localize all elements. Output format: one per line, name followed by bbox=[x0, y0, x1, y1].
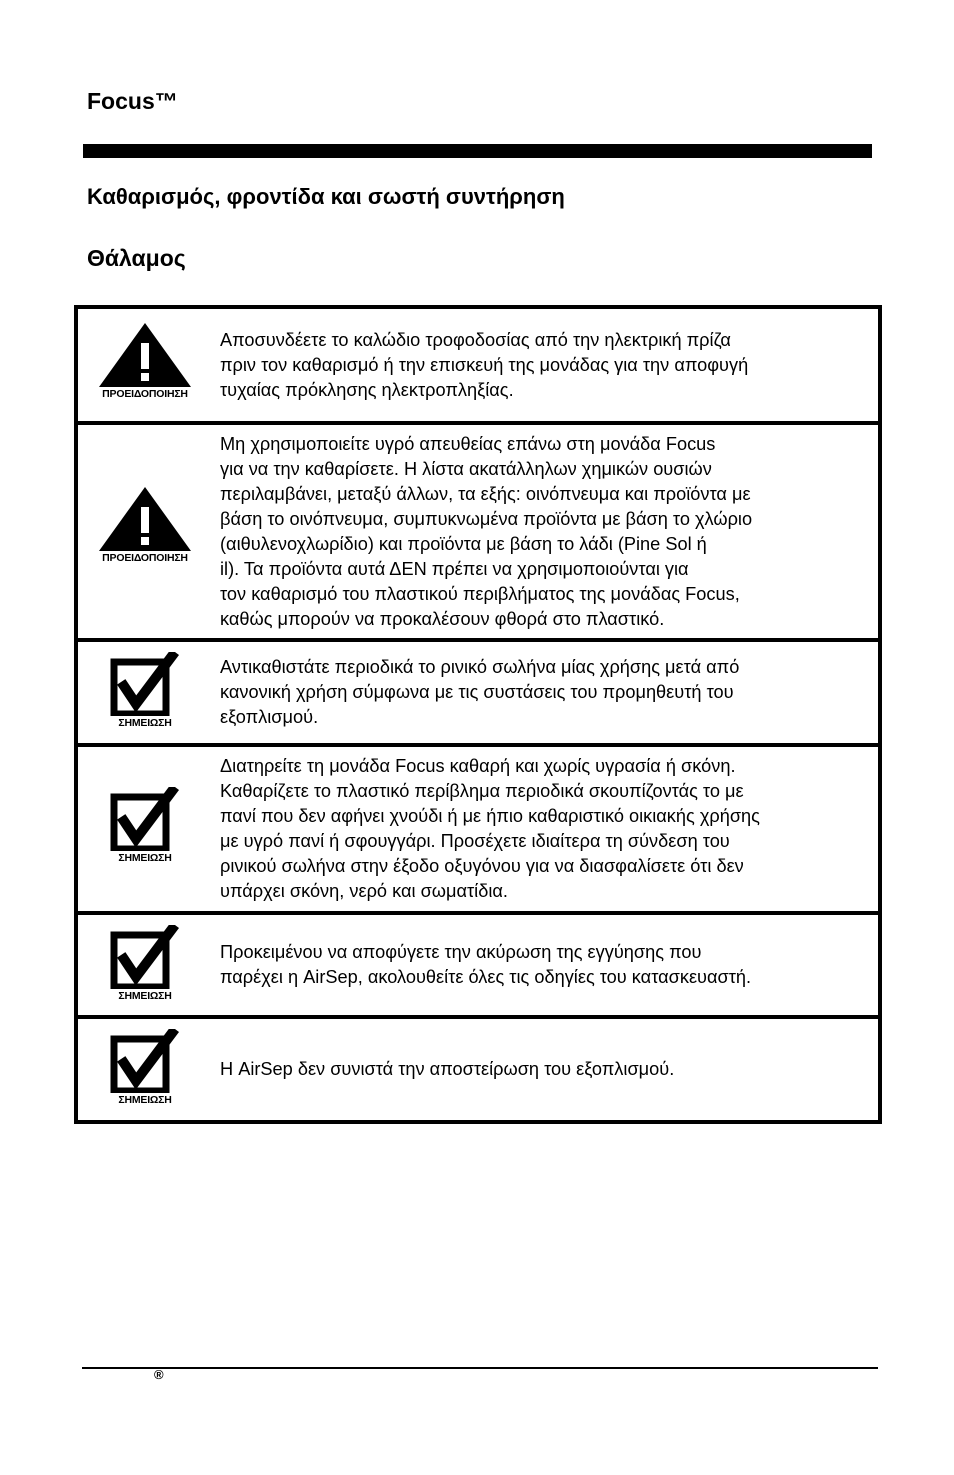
product-title: Focus™ bbox=[87, 88, 178, 114]
notice-row-note bbox=[78, 638, 878, 743]
notice-text: Προκειμένου να αποφύγετε την ακύρωση της εγγύησης που παρέχει η AirSep, ακολουθείτε όλες τις οδηγίες του κατασκευαστή. bbox=[220, 942, 752, 987]
note-caption: ΣΗΜΕΙΩΣΗ bbox=[118, 717, 172, 729]
warning-caption: ΠΡΟΕΙΔΟΠΟΙΗΣΗ bbox=[102, 552, 188, 564]
header-rule bbox=[83, 144, 872, 158]
notice-row-warning bbox=[78, 421, 878, 638]
registered-mark: ® bbox=[154, 1367, 164, 1382]
notice-row-note bbox=[78, 743, 878, 911]
checkbox-check-icon bbox=[110, 1029, 180, 1106]
warning-caption: ΠΡΟΕΙΔΟΠΟΙΗΣΗ bbox=[102, 388, 188, 400]
notice-text: Αντικαθιστάτε περιοδικά το ρινικό σωλήνα μίας χρήσης μετά από κανονική χρήση σύμφωνα με τις συστάσεις του προμηθευτή του εξοπλισμού. bbox=[220, 657, 740, 727]
notice-text: Αποσυνδέετε το καλώδιο τροφοδοσίας από την ηλεκτρική πρίζα πριν τον καθαρισμό ή την επισκευή της μονάδας για την αποφυγή τυχαίας πρόκλησης ηλεκτροπληξίας. bbox=[220, 329, 749, 400]
icon-cell bbox=[78, 642, 212, 743]
notice-table bbox=[74, 305, 882, 1124]
checkbox-check-icon bbox=[110, 787, 180, 864]
footer-rule bbox=[82, 1367, 878, 1369]
icon-cell bbox=[78, 747, 212, 911]
note-caption: ΣΗΜΕΙΩΣΗ bbox=[118, 1094, 172, 1106]
sub-heading: Θάλαμος bbox=[87, 245, 186, 271]
icon-cell bbox=[78, 1019, 212, 1120]
section-heading: Καθαρισμός, φροντίδα και σωστή συντήρηση bbox=[87, 184, 565, 209]
warning-triangle-icon bbox=[97, 321, 193, 400]
warning-triangle-icon bbox=[97, 485, 193, 564]
checkbox-check-icon bbox=[110, 652, 180, 729]
icon-cell bbox=[78, 915, 212, 1015]
notice-text: Η AirSep δεν συνιστά την αποστείρωση του εξοπλισμού. bbox=[220, 1059, 675, 1079]
notice-row-warning bbox=[78, 309, 878, 421]
notice-text: Μη χρησιμοποιείτε υγρό απευθείας επάνω στη μονάδα Focus για να την καθαρίσετε. Η λίστα ακατάλληλων χημικών ουσιών περιλαμβάνει, μεταξύ άλλων, τα εξής: οινόπνευμα και προϊόντα με βάση το οινόπνευμα, συμπυκνωμένα προϊόντα με βάση το χλώριο (αιθυλενοχλωρίδιο) και προϊόντα με βάση το λάδι (Pine Sol ή il). Τα προϊόντα αυτά ΔΕΝ πρέπει να χρησιμοποιούνται για τον καθαρισμό του πλαστικού περιβλήματος της μονάδας Focus, καθώς μπορούν να προκαλέσουν φθορά στο πλαστικό. bbox=[220, 433, 753, 629]
icon-cell bbox=[78, 309, 212, 421]
notice-text: Διατηρείτε τη μονάδα Focus καθαρή και χωρίς υγρασία ή σκόνη. Καθαρίζετε το πλαστικό περίβλημα περιοδικά σκουπίζοντάς το με πανί που δεν αφήνει χνούδι ή με ήπιο καθαριστικό οικιακής χρήσης με υγρό πανί ή σφουγγάρι. Προσέχετε ιδιαίτερα τη σύνδεση του ρινικού σωλήνα στην έξοδο οξυγόνου για να διασφαλίσετε ότι δεν υπάρχει σκόνη, νερό και σωματίδια. bbox=[220, 756, 760, 901]
icon-cell bbox=[78, 425, 212, 638]
note-caption: ΣΗΜΕΙΩΣΗ bbox=[118, 852, 172, 864]
notice-row-note bbox=[78, 1015, 878, 1120]
notice-row-note bbox=[78, 911, 878, 1015]
note-caption: ΣΗΜΕΙΩΣΗ bbox=[118, 990, 172, 1002]
checkbox-check-icon bbox=[110, 925, 180, 1002]
